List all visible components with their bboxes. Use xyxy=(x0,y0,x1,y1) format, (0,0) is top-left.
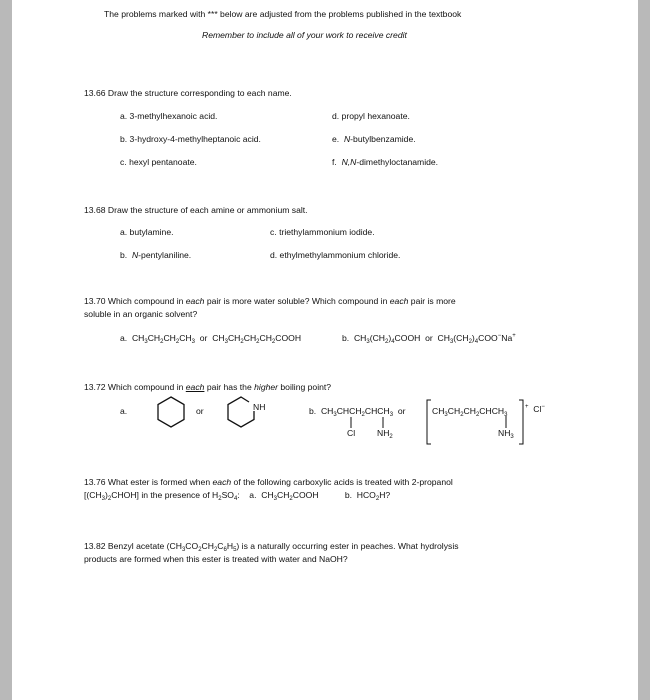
p1368-item-d: d. ethylmethylammonium chloride. xyxy=(270,250,401,260)
p1366-item-a: a. 3-methylhexanoic acid. xyxy=(120,111,218,121)
p1366-item-c: c. hexyl pentanoate. xyxy=(120,157,197,167)
p1372-a-label: a. xyxy=(120,406,128,416)
p1372-a-or: or xyxy=(196,406,204,416)
problem-13-70-question-cont: soluble in an organic solvent? xyxy=(84,309,198,319)
problem-13-70-question: 13.70 Which compound in each pair is more water soluble? Which compound in each pair is more xyxy=(84,296,456,306)
p1372-b-compound-2: $CH_3CH_2CH_2CHCH_3$ xyxy=(432,406,508,418)
problem-13-72-question: 13.72 Which compound in each pair has the higher boiling point? xyxy=(84,382,332,392)
problem-13-76-question: 13.76 What ester is formed when each of the following carboxylic acids is treated with 2-propanol xyxy=(84,477,453,487)
problem-13-82-question-cont: products are formed when this ester is treated with water and NaOH? xyxy=(84,554,348,564)
p1366-item-b: b. 3-hydroxy-4-methylheptanoic acid. xyxy=(120,134,261,144)
problem-13-76-question-cont: $[(CH_3)_2CHOH]$ in the presence of $H_2SO_4$: a. $CH_3CH_2COOH$ b. $HCO_2H$? xyxy=(84,490,391,502)
p1366-item-e: e. N-butylbenzamide. xyxy=(332,134,416,144)
problem-13-66-heading: 13.66 Draw the structure corresponding to each name. xyxy=(84,88,292,98)
p1366-item-f: f. N,N-dimethyloctanamide. xyxy=(332,157,439,167)
adjusted-problems-note: The problems marked with *** below are adjusted from the problems published in the textbook xyxy=(104,9,462,19)
cyclohexane-structure xyxy=(154,395,188,429)
p1366-item-d: d. propyl hexanoate. xyxy=(332,111,410,121)
p1368-item-c: c. triethylammonium iodide. xyxy=(270,227,375,237)
p1368-item-b: b. N-pentylaniline. xyxy=(120,250,192,260)
p1372-b-compound-1: b. $CH_3CHCH_2CHCH_3$ or xyxy=(309,406,406,418)
p1368-item-a: a. butylamine. xyxy=(120,227,174,237)
problem-13-68-heading: 13.68 Draw the structure of each amine or ammonium salt. xyxy=(84,205,308,215)
credit-reminder: Remember to include all of your work to receive credit xyxy=(202,30,407,40)
p1370-pair-b: b. $CH_3(CH_2)_4COOH$ or $CH_3(CH_2)_4COO^-Na^+$ xyxy=(342,333,516,345)
counter-ion: + Cl− xyxy=(525,404,545,414)
problem-13-82-question: 13.82 Benzyl acetate $(CH_3CO_2CH_2C_6H_5)$ is a naturally occurring ester in peaches. What hydrolysis xyxy=(84,541,459,553)
ammonium-group: $NH_3$ xyxy=(498,428,514,440)
p1370-pair-a: a. $CH_3CH_2CH_2CH_3$ or $CH_3CH_2CH_2CH_2COOH$ xyxy=(120,333,302,345)
worksheet-page xyxy=(12,0,638,700)
piperidine-nh-label: NH xyxy=(253,402,266,412)
amino-substituent: $NH_2$ xyxy=(377,428,393,440)
chloro-substituent: Cl xyxy=(347,428,356,438)
